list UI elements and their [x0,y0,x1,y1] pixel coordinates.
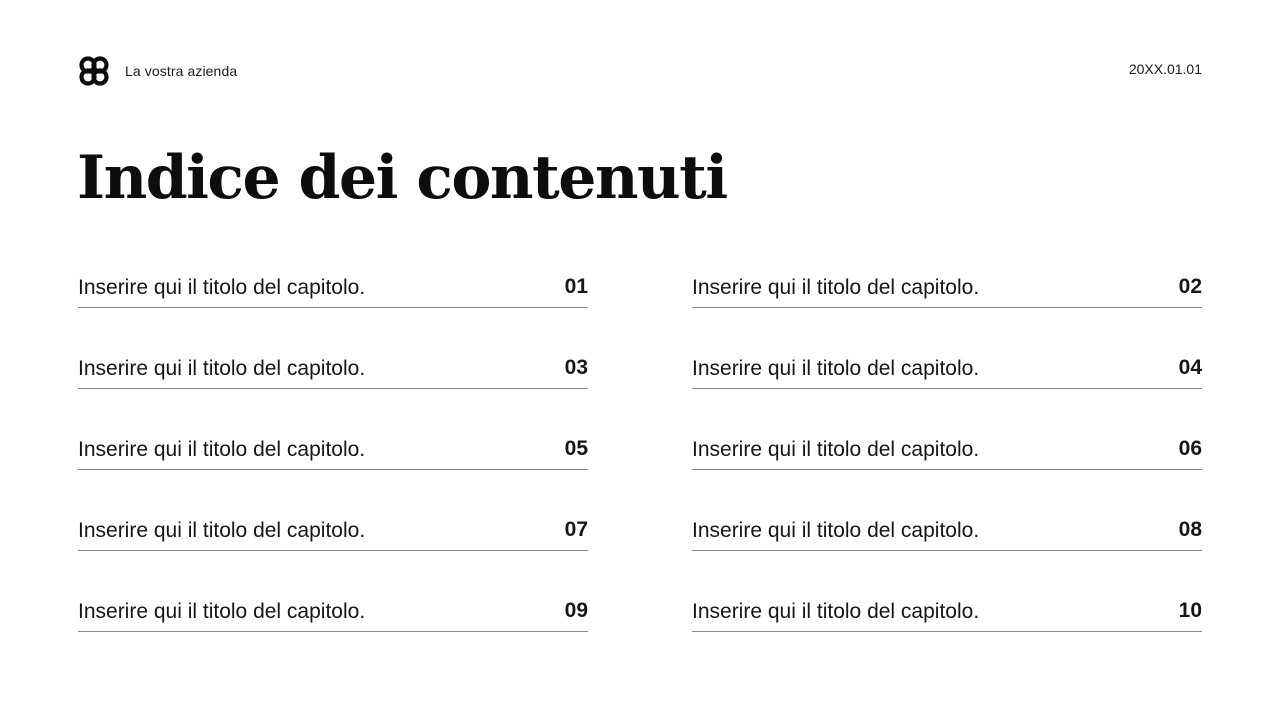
toc-item-05[interactable] [78,430,588,470]
toc-item-number: 03 [564,355,588,379]
toc-item-07[interactable] [78,511,588,551]
toc-item-label: Inserire qui il titolo del capitolo. [78,275,366,299]
date-label: 20XX.01.01 [1128,61,1202,77]
toc-item-label: Inserire qui il titolo del capitolo. [78,599,366,623]
toc-item-label: Inserire qui il titolo del capitolo. [78,518,366,542]
toc-item-label: Inserire qui il titolo del capitolo. [692,275,980,299]
toc-item-number: 10 [1178,598,1202,622]
toc-item-label: Inserire qui il titolo del capitolo. [692,599,980,623]
toc-item-02[interactable] [692,268,1202,308]
company-name: La vostra azienda [125,63,238,79]
toc-item-label: Inserire qui il titolo del capitolo. [692,437,980,461]
toc-item-label: Inserire qui il titolo del capitolo. [692,518,980,542]
toc-item-06[interactable] [692,430,1202,470]
knot-logo-icon [78,55,110,87]
toc-item-08[interactable] [692,511,1202,551]
toc-item-10[interactable] [692,592,1202,632]
toc-item-number: 05 [564,436,588,460]
toc-item-09[interactable] [78,592,588,632]
toc-item-label: Inserire qui il titolo del capitolo. [692,356,980,380]
table-of-contents [78,268,1202,632]
page-title: Indice dei contenuti [77,143,727,213]
header-brand [78,55,237,87]
toc-item-number: 07 [564,517,588,541]
toc-item-number: 04 [1178,355,1202,379]
toc-item-label: Inserire qui il titolo del capitolo. [78,437,366,461]
toc-item-number: 09 [564,598,588,622]
toc-item-number: 02 [1178,274,1202,298]
toc-item-01[interactable] [78,268,588,308]
toc-item-04[interactable] [692,349,1202,389]
toc-item-number: 06 [1178,436,1202,460]
toc-item-label: Inserire qui il titolo del capitolo. [78,356,366,380]
toc-item-number: 01 [564,274,588,298]
toc-item-number: 08 [1178,517,1202,541]
toc-item-03[interactable] [78,349,588,389]
